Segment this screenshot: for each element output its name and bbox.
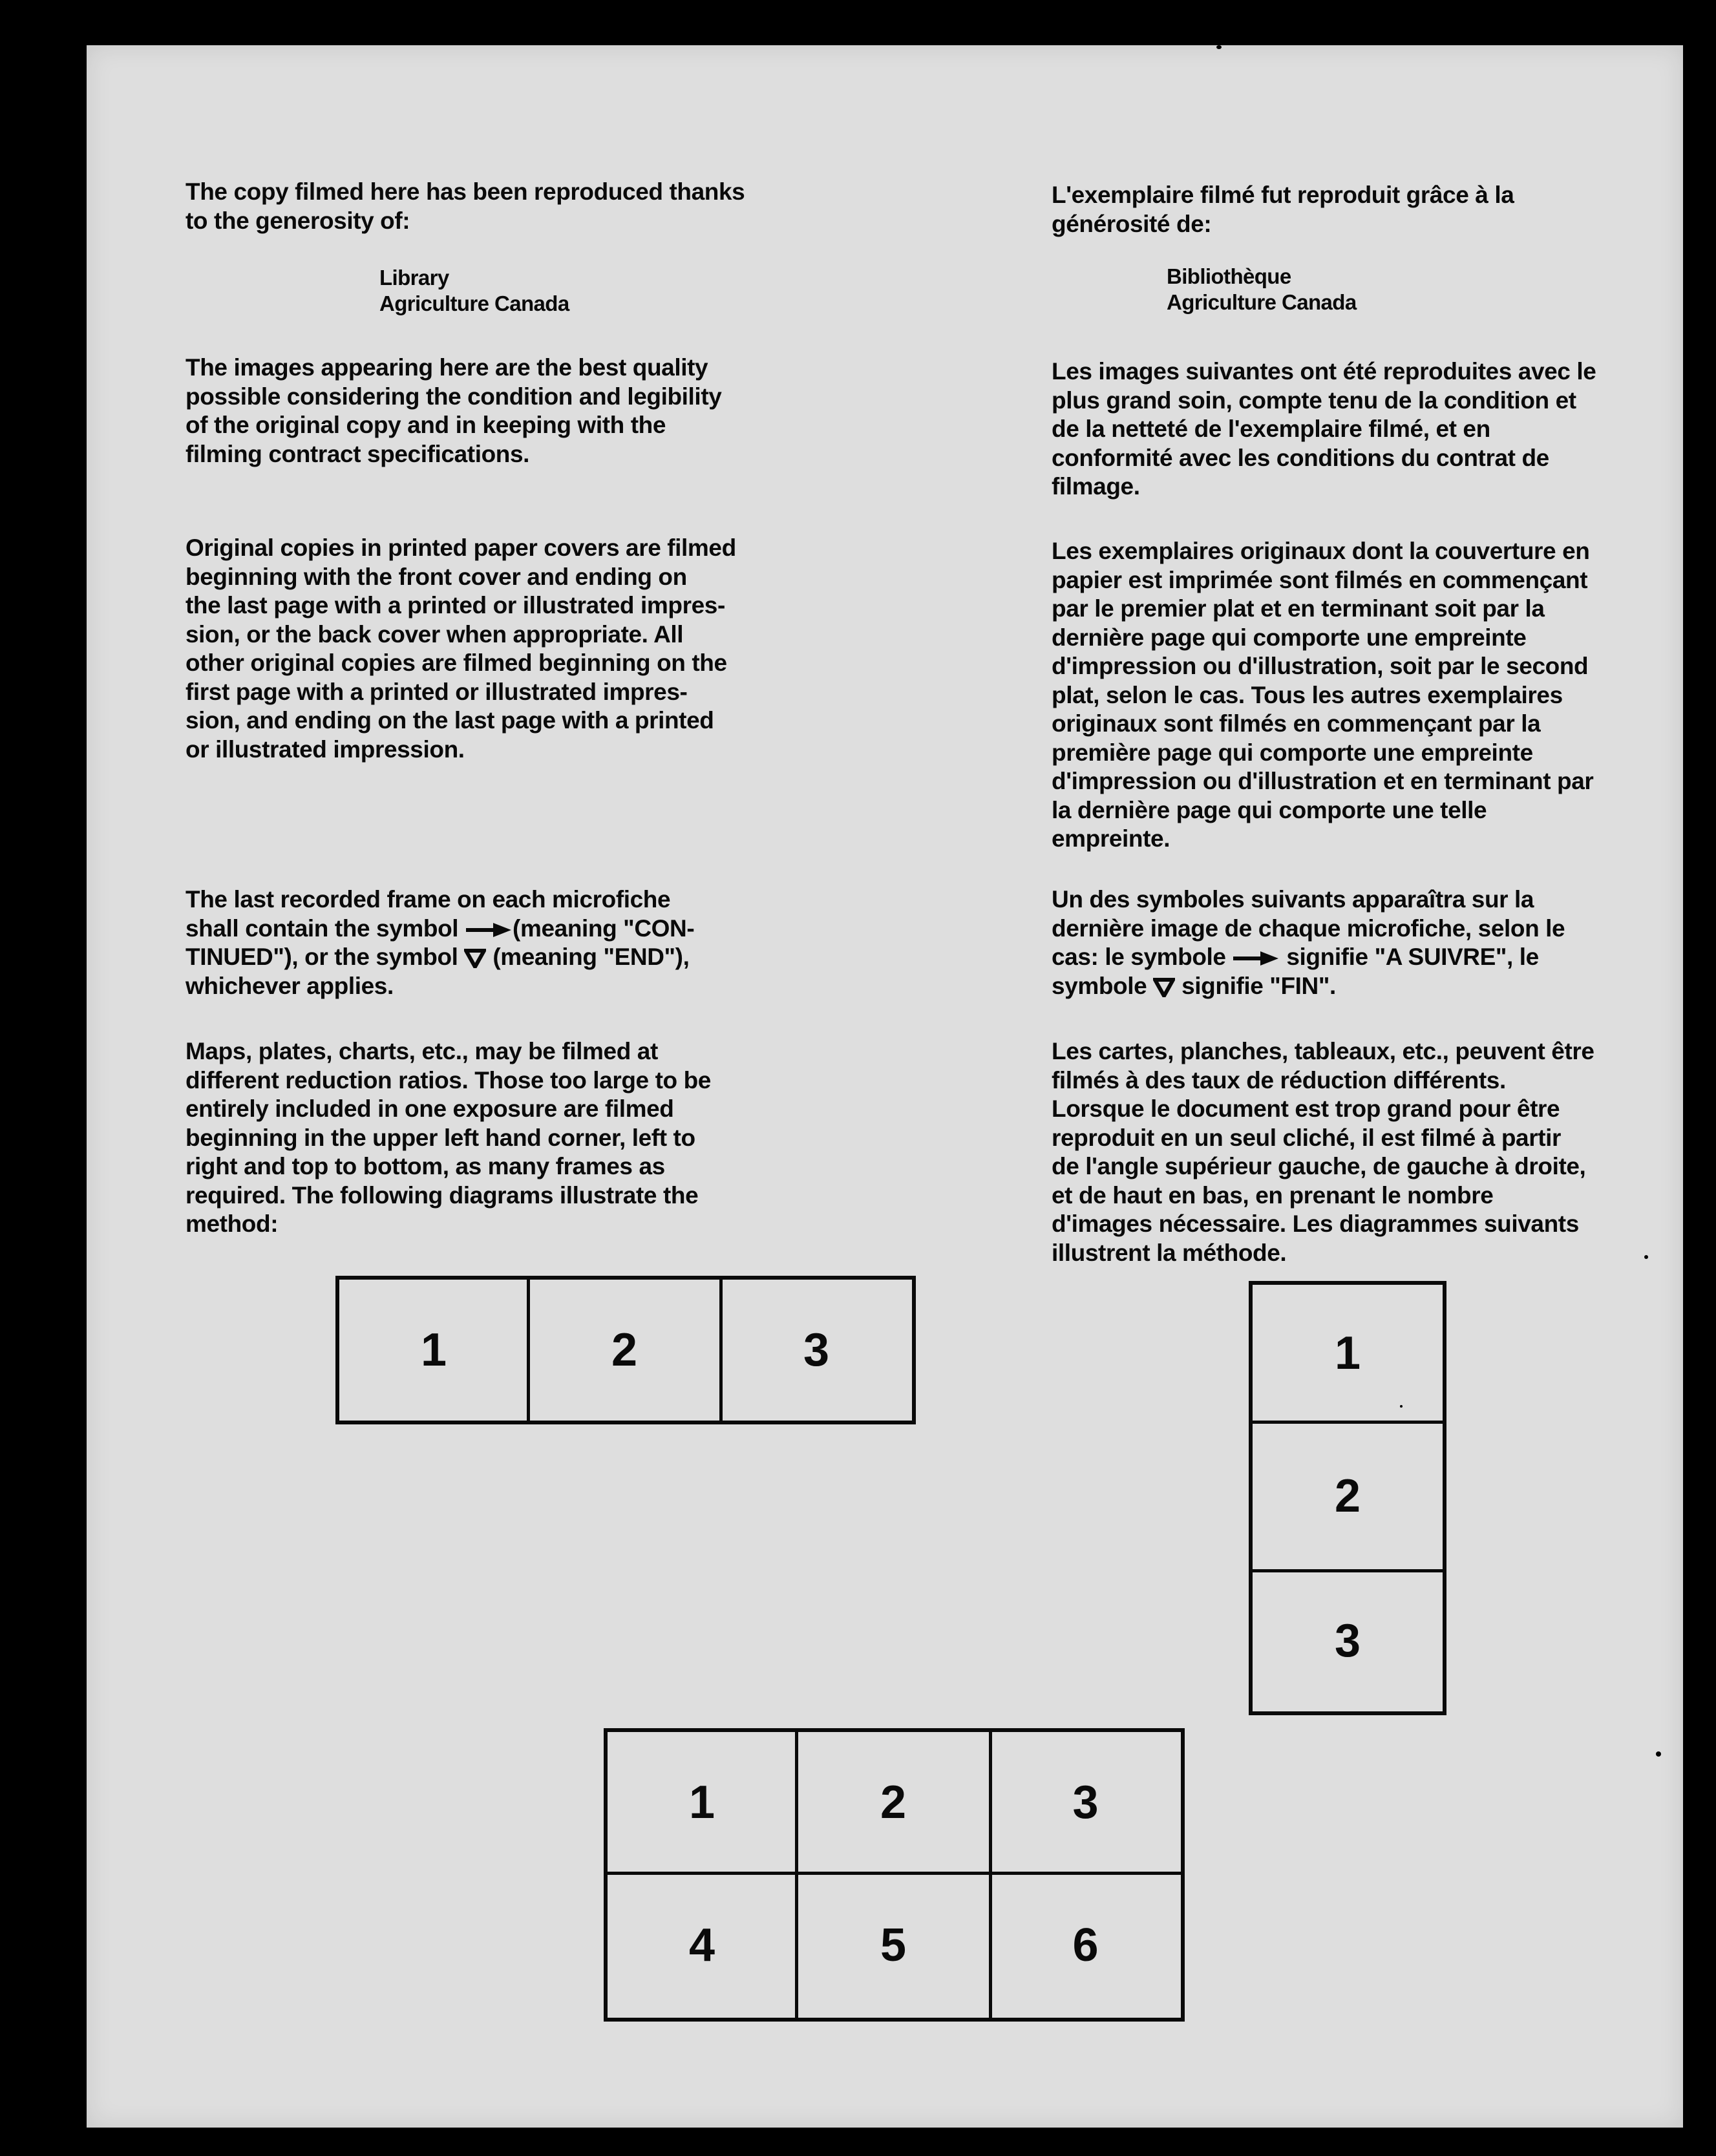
en-symbols-block [185,885,832,1000]
frame-cell: 4 [688,1919,715,1971]
frame-cell: 2 [880,1777,907,1828]
fr-symbols-text-d: signifie "A SUIVRE", le [1286,944,1539,970]
film-speck [1644,1255,1648,1259]
en-symbols-text-c: (meaning "CON- [513,914,695,942]
fr-intro-text: L'exemplaire filmé fut reproduit grâce à la générosité de: [1052,182,1514,237]
fr-symbols-line-1: Un des symboles suivants apparaîtra sur la [1052,886,1534,913]
en-library-credit [379,265,569,317]
frame-cell: 3 [1072,1777,1099,1828]
frame-cell: 5 [880,1919,907,1971]
down-triangle-icon [1153,978,1175,997]
en-symbols-text-e: (meaning "END"), [493,944,690,970]
fr-symbols-text-e: symbole [1052,972,1147,999]
fr-intro-block [1052,181,1698,238]
fr-library-institution: Agriculture Canada [1167,290,1357,314]
frame-cell: 3 [803,1324,830,1376]
fr-symbols-text-f: signifie "FIN". [1181,972,1336,999]
fr-maps-text: Les cartes, planches, tableaux, etc., peuvent être filmés à des taux de réduction différents. Lorsque le document est trop grand pour être reproduit en un seul cliché, il est filmé à partir de l'angle supérieur gauche, de gauche à droite, et de haut en bas, en prenant le nombre d'images nécessaire. Les diagrammes suivants illustrent la méthode. [1052,1038,1594,1266]
en-quality-block [185,354,832,469]
film-speck [1400,1405,1403,1408]
frame-cell: 1 [420,1324,447,1376]
fr-symbols-line-4 [1052,972,1698,1001]
en-library-institution: Agriculture Canada [379,291,569,315]
fr-library-name: Bibliothèque [1167,264,1291,288]
film-speck [1656,1751,1661,1757]
frame-cell: 1 [1334,1327,1361,1379]
en-originals-text: Original copies in printed paper covers are filmed beginning with the front cover and ending on the last page with a printed or illustrated impres- sion, or the back cover when appropriate. All other original copies are filmed beginning on the first page with a printed or illustrated impres- sion, and ending on the last page with a printed or illustrated impression. [185,534,736,763]
frame-cell: 6 [1072,1919,1099,1971]
frame-cell: 3 [1334,1615,1361,1667]
en-symbols-text-d: TINUED"), or the symbol [185,944,458,970]
horizontal-frame-diagram [335,1276,916,1424]
en-symbols-line-3 [185,943,832,972]
en-quality-text: The images appearing here are the best quality possible considering the condition and legibility of the original copy and in keeping with the filming contract specifications. [185,354,722,467]
fr-quality-text: Les images suivantes ont été reproduites avec le plus grand soin, compte tenu de la condition et de la netteté de l'exemplaire filmé, et en conformité avec les conditions du contrat de filmage. [1052,358,1596,500]
en-symbols-text-b: shall contain the symbol [185,914,459,942]
fr-originals-block [1052,537,1698,854]
fr-originals-text: Les exemplaires originaux dont la couverture en papier est imprimée sont filmés en commençant par le premier plat et en terminant soit par la dernière page qui comporte une empreinte d'impression ou d'illustration, soit par le second plat, selon le cas. Tous les autres exemplaires originaux sont filmés en commençant par la première page qui comporte une empreinte d'impression ou d'illustration et en terminant par la dernière page qui comporte une telle empreinte. [1052,538,1594,852]
en-maps-text: Maps, plates, charts, etc., may be filmed at different reduction ratios. Those too large to be entirely included in one exposure are filmed beginning in the upper left hand corner, left to right and top to bottom, as many frames as required. The following diagrams illustrate the method: [185,1038,711,1237]
en-originals-block [185,534,832,764]
fr-library-credit [1167,264,1357,315]
en-symbols-line-1: The last recorded frame on each microfiche [185,886,671,913]
microfiche-target-page [87,45,1683,2128]
fr-symbols-line-3 [1052,943,1698,972]
fr-maps-block [1052,1037,1698,1267]
en-maps-block [185,1037,832,1239]
en-symbols-line-4: whichever applies. [185,972,394,999]
right-arrow-icon [465,922,513,938]
fr-symbols-line-2: dernière image de chaque microfiche, selon le [1052,914,1565,942]
right-arrow-icon [1232,950,1280,967]
frame-cell: 2 [611,1324,638,1376]
fr-symbols-text-c: cas: le symbole [1052,944,1226,970]
frame-cell: 1 [688,1777,715,1828]
en-library-name: Library [379,266,449,290]
down-triangle-icon [464,949,486,968]
fr-symbols-block [1052,885,1698,1000]
grid-frame-diagram [604,1728,1185,2022]
film-speck [1216,45,1222,49]
en-symbols-line-2 [185,914,832,944]
vertical-frame-diagram [1249,1281,1446,1715]
fr-quality-block [1052,357,1698,502]
en-intro-block [185,178,832,235]
frame-cell: 2 [1334,1470,1361,1522]
en-intro-text: The copy filmed here has been reproduced thanks to the generosity of: [185,178,745,234]
